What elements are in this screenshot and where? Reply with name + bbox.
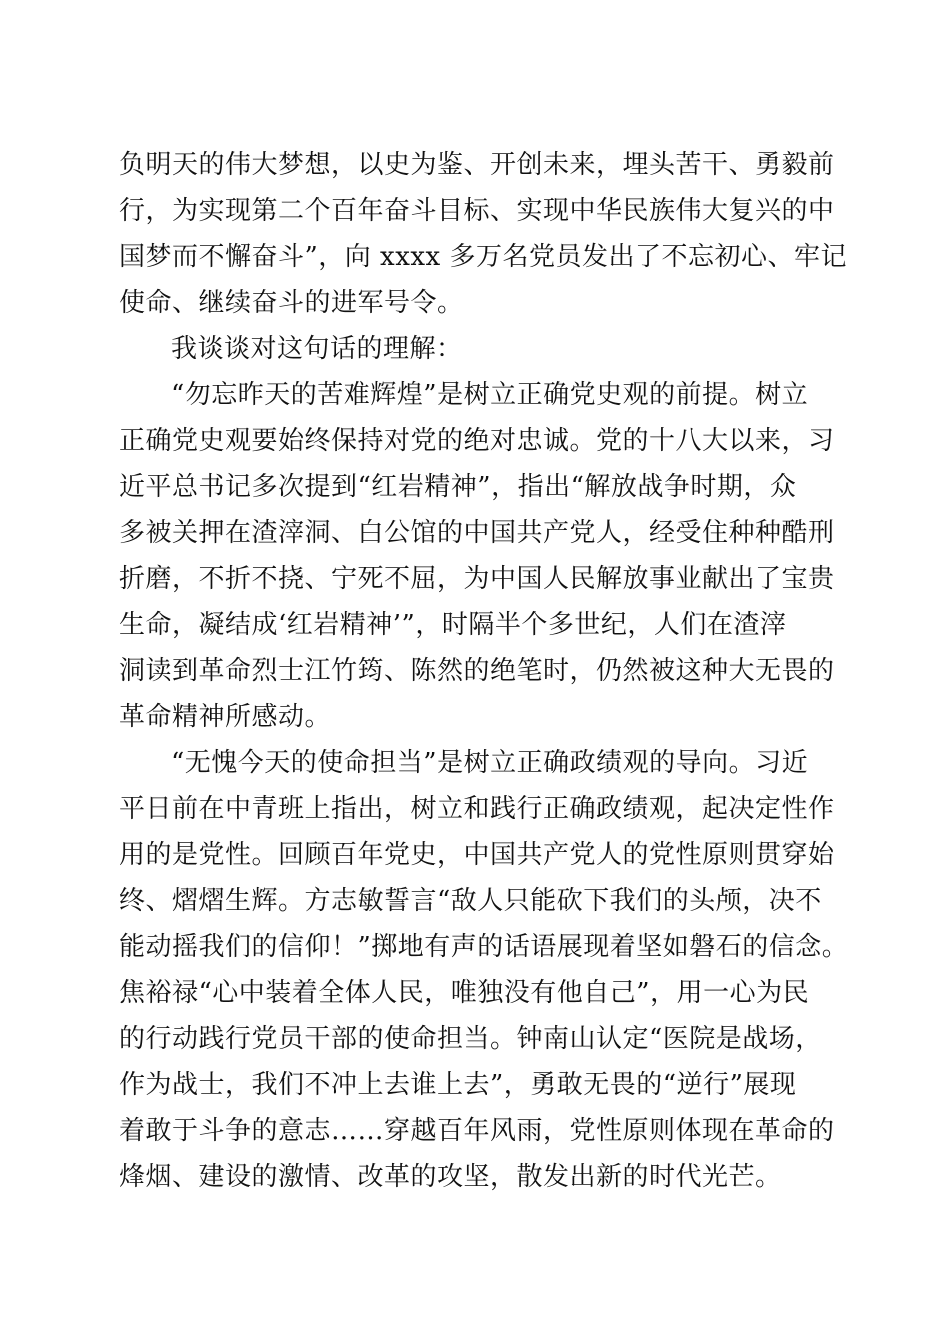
text-line: 着敢于斗争的意志……穿越百年风雨，党性原则体现在革命的	[119, 1116, 835, 1146]
text-line: 负明天的伟大梦想，以史为鉴、开创未来，埋头苦干、勇毅前	[119, 150, 835, 180]
text-line: 折磨，不折不挠、宁死不屈，为中国人民解放事业献出了宝贵	[119, 564, 835, 594]
text-line: 焦裕禄“心中装着全体人民，唯独没有他自己”，用一心为民	[119, 978, 810, 1008]
text-line: 用的是党性。回顾百年党史，中国共产党人的党性原则贯穿始	[119, 840, 835, 870]
text-line: 革命精神所感动。	[119, 702, 332, 732]
text-line: 国梦而不懈奋斗”，向 xxxx 多万名党员发出了不忘初心、牢记	[119, 242, 847, 272]
text-line: 能动摇我们的信仰！”掷地有声的话语展现着坚如磐石的信念。	[119, 932, 849, 962]
text-line: 正确党史观要始终保持对党的绝对忠诚。党的十八大以来，习	[119, 426, 835, 456]
text-line: 我谈谈对这句话的理解：	[171, 334, 463, 364]
text-line: 的行动践行党员干部的使命担当。钟南山认定“医院是战场，	[119, 1024, 822, 1054]
text-line: 近平总书记多次提到“红岩精神”，指出“解放战争时期，众	[119, 472, 797, 502]
text-line: 生命，凝结成‘红岩精神’”，时隔半个多世纪，人们在渣滓	[119, 610, 787, 640]
text-line: 行，为实现第二个百年奋斗目标、实现中华民族伟大复兴的中	[119, 196, 835, 226]
text-line: 洞读到革命烈士江竹筠、陈然的绝笔时，仍然被这种大无畏的	[119, 656, 835, 686]
text-line: 烽烟、建设的激情、改革的攻坚，散发出新的时代光芒。	[119, 1162, 782, 1192]
text-line: 作为战士，我们不冲上去谁上去”，勇敢无畏的“逆行”展现	[119, 1070, 797, 1100]
text-line: “无愧今天的使命担当”是树立正确政绩观的导向。习近	[171, 748, 809, 778]
text-line: “勿忘昨天的苦难辉煌”是树立正确党史观的前提。树立	[171, 380, 809, 410]
text-line: 使命、继续奋斗的进军号令。	[119, 288, 464, 318]
text-line: 终、熠熠生辉。方志敏誓言“敌人只能砍下我们的头颅，决不	[119, 886, 822, 916]
text-line: 多被关押在渣滓洞、白公馆的中国共产党人，经受住种种酷刑	[119, 518, 835, 548]
text-line: 平日前在中青班上指出，树立和践行正确政绩观，起决定性作	[119, 794, 835, 824]
